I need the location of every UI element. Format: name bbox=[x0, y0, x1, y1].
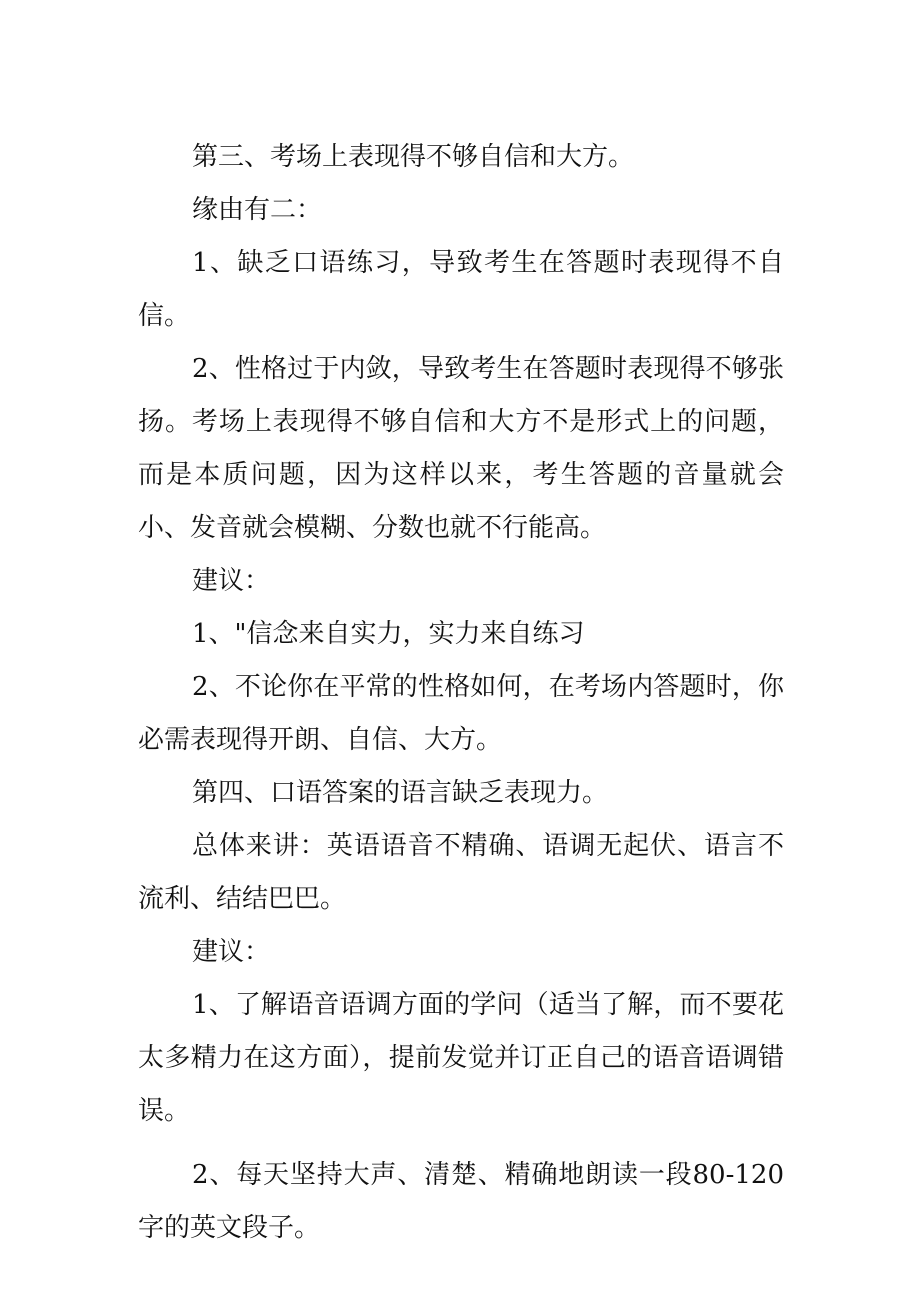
paragraph-suggestion-pronunciation: 1、了解语音语调方面的学问（适当了解，而不要花太多精力在这方面），提前发觉并订正自己的语音语调错误。 bbox=[138, 990, 784, 1126]
paragraph-section-four-heading: 第四、口语答案的语言缺乏表现力。 bbox=[192, 778, 609, 808]
paragraph-suggestion-two: 2、不论你在平常的性格如何，在考场内答题时，你必需表现得开朗、自信、大方。 bbox=[138, 672, 784, 755]
paragraph-suggestion-heading: 建议： bbox=[192, 566, 271, 596]
paragraph-reason-two: 2、性格过于内敛，导致考生在答题时表现得不够张扬。考场上表现得不够自信和大方不是形式上的问题，而是本质问题，因为这样以来，考生答题的音量就会小、发音就会模糊、分数也就不行能高。 bbox=[138, 354, 784, 543]
paragraph-reason-one: 1、缺乏口语练习，导致考生在答题时表现得不自信。 bbox=[138, 248, 784, 331]
paragraph-suggestion-one: 1、"信念来自实力，实力来自练习 bbox=[192, 619, 585, 649]
paragraph-suggestion-heading-2: 建议： bbox=[192, 937, 271, 967]
document-body bbox=[138, 131, 784, 1255]
paragraph-section-three-heading: 第三、考场上表现得不够自信和大方。 bbox=[192, 142, 635, 172]
paragraph-suggestion-reading: 2、每天坚持大声、清楚、精确地朗读一段80-120字的英文段子。 bbox=[138, 1160, 784, 1243]
paragraph-reasons-intro: 缘由有二： bbox=[192, 195, 323, 225]
paragraph-overall-summary: 总体来讲：英语语音不精确、语调无起伏、语言不流利、结结巴巴。 bbox=[138, 831, 784, 914]
